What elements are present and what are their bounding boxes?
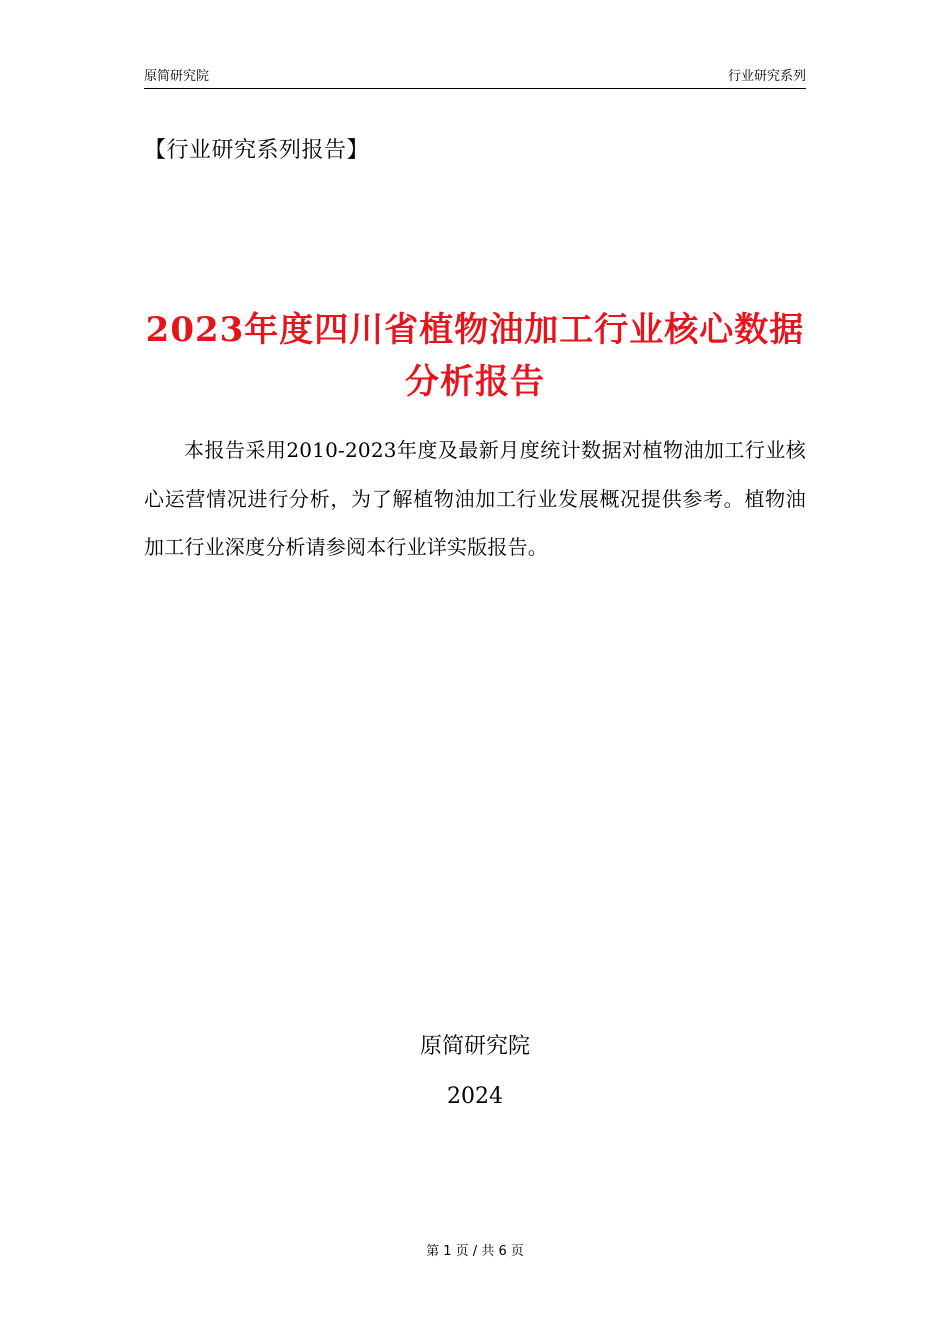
publisher-name: 原简研究院 [419,1034,530,1059]
report-title: 2023年度四川省植物油加工行业核心数据分析报告 [145,310,805,402]
header-series: 行业研究系列 [727,69,806,84]
intro-paragraph: 本报告采用2010-2023年度及最新月度统计数据对植物油加工行业核心运营情况进行分析，为了解植物油加工行业发展概况提供参考。植物油加工行业深度分析请参阅本行业详实版报告。 [144,438,806,559]
header-publisher: 原简研究院 [144,69,210,84]
series-tag: 【行业研究系列报告】 [144,138,370,163]
page-number: 第 1 页 / 共 6 页 [426,1244,524,1259]
publication-year: 2024 [447,1084,503,1109]
header-divider [144,88,806,89]
